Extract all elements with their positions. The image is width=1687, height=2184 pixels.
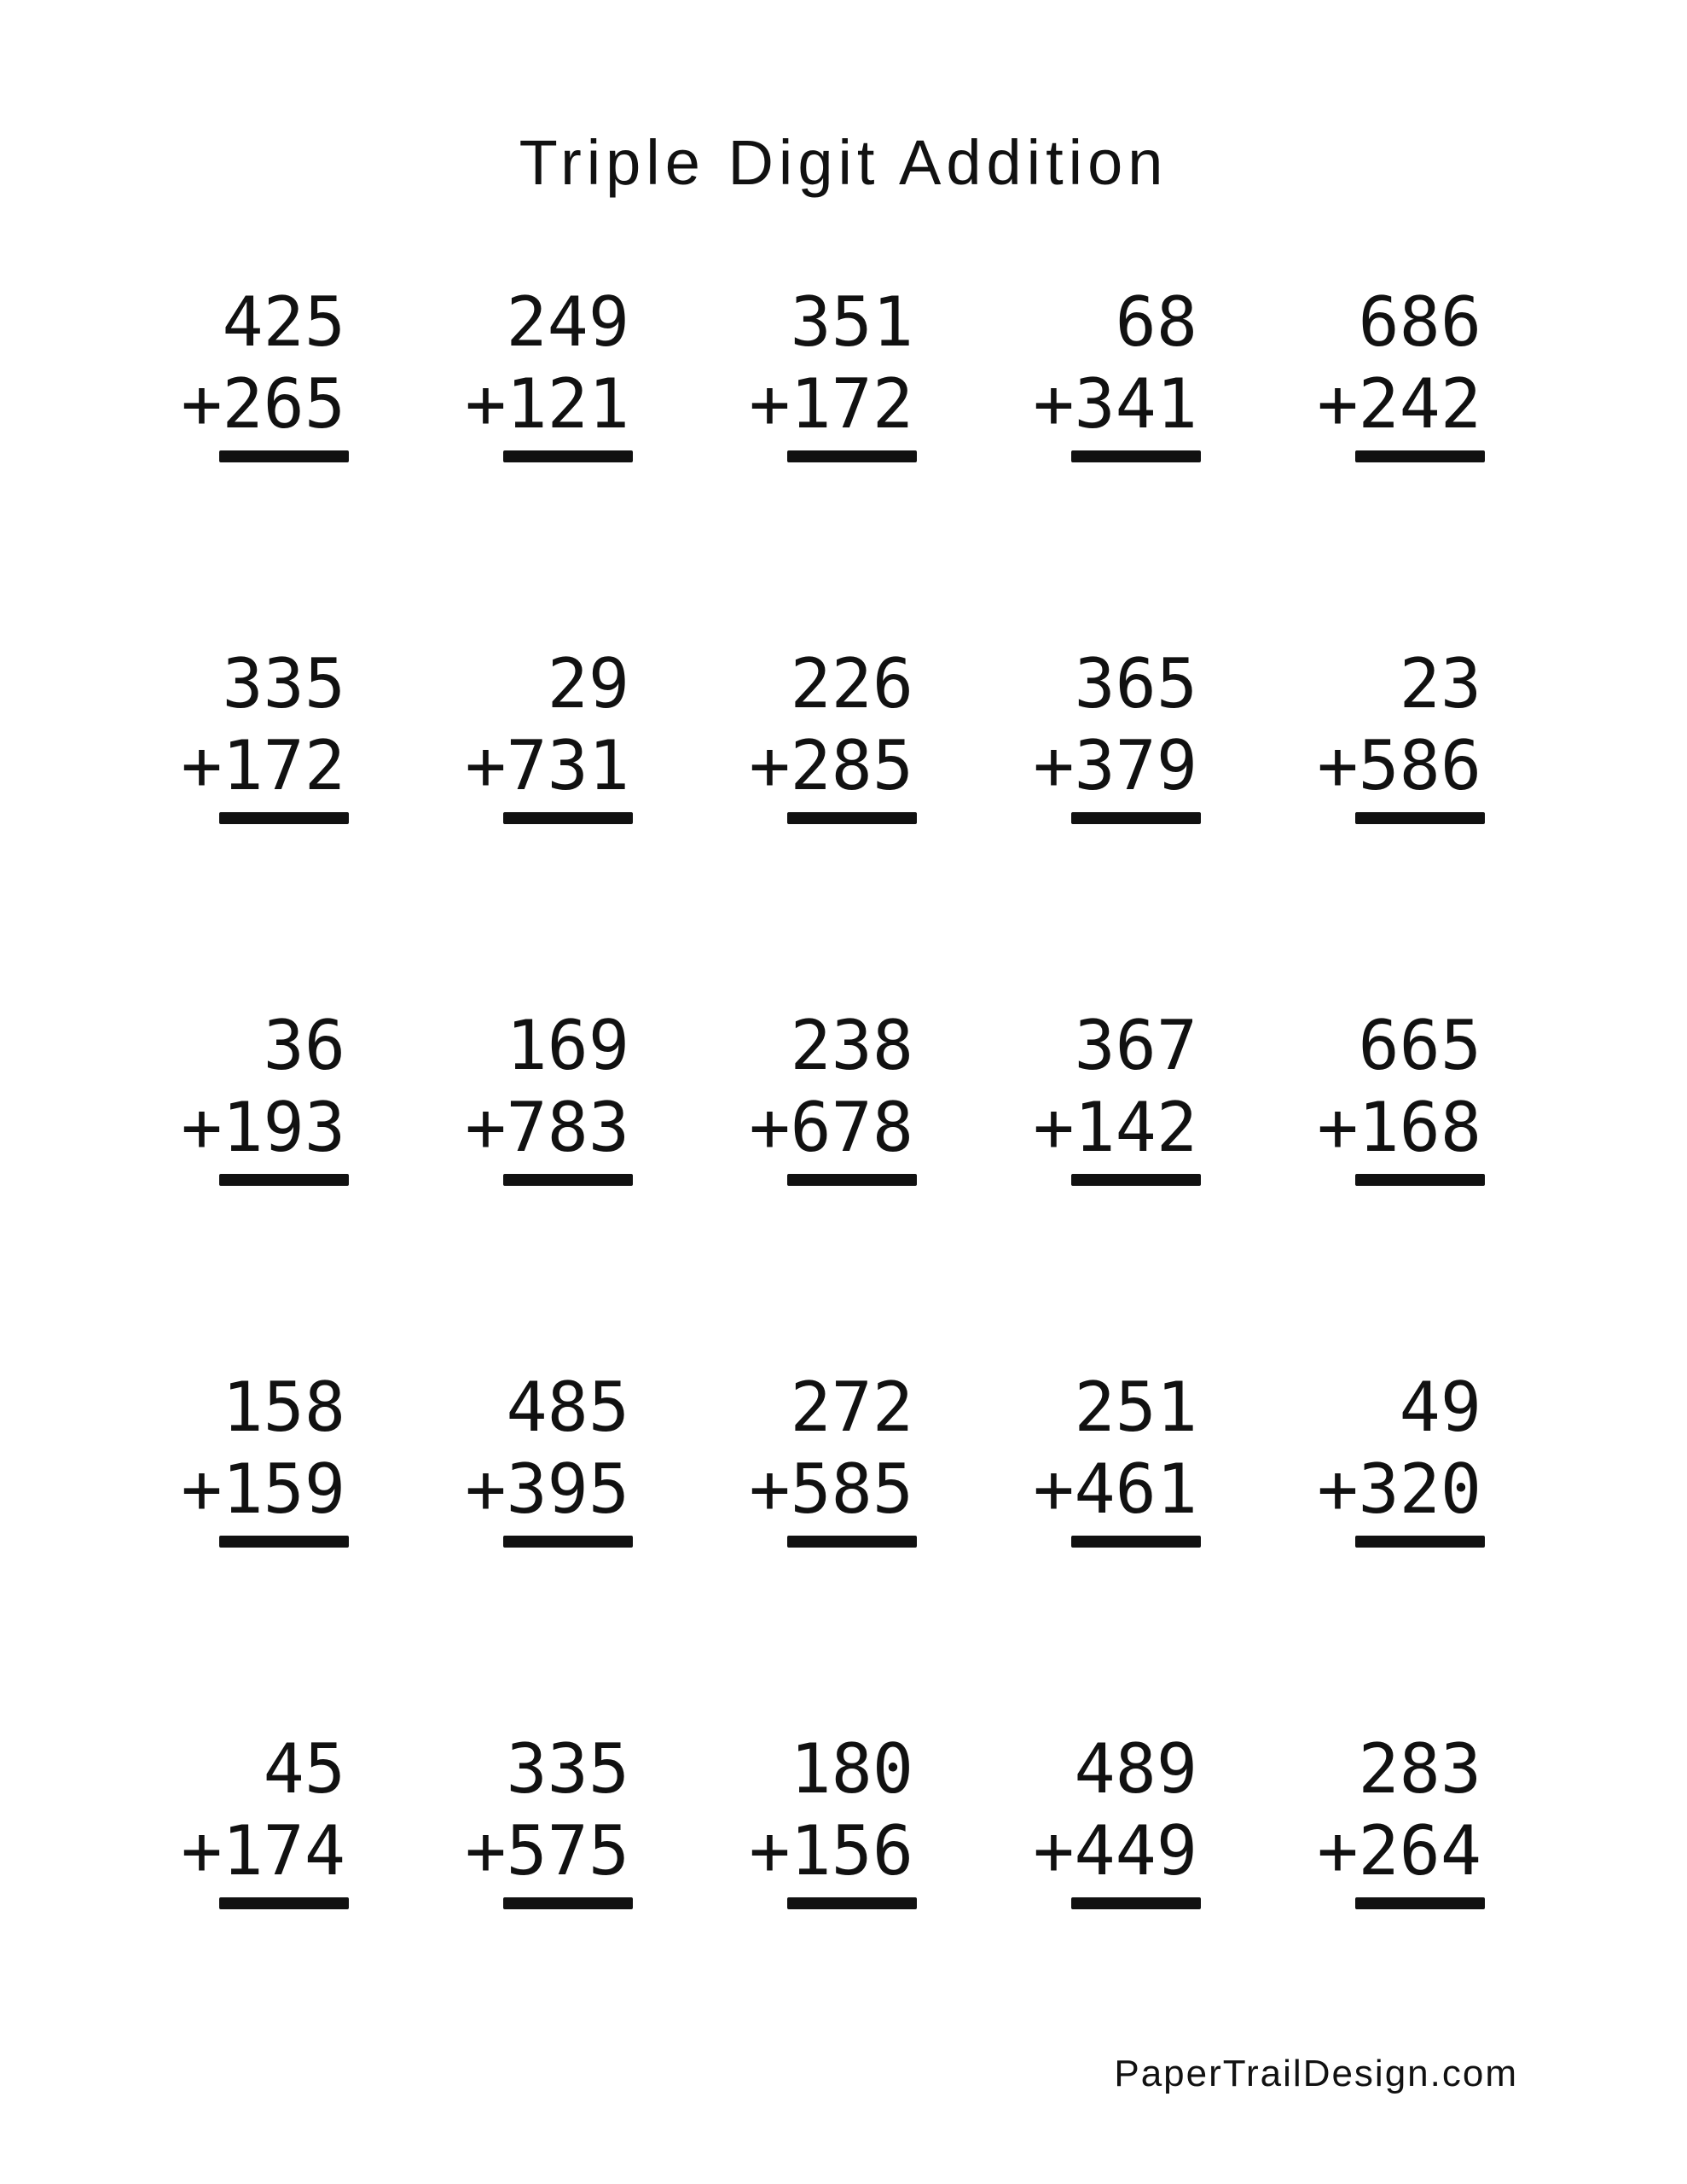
top-addend: 29 [547, 644, 629, 723]
addition-problem [629, 282, 913, 643]
top-addend: 665 [1358, 1006, 1481, 1085]
top-addend: 489 [1074, 1729, 1197, 1809]
bottom-addend-row [181, 1087, 345, 1169]
answer-line [787, 812, 917, 824]
bottom-addend: 585 [790, 1449, 913, 1529]
bottom-addend: 678 [790, 1088, 913, 1167]
answer-line [1071, 1174, 1201, 1186]
bottom-addend-row [465, 725, 629, 807]
bottom-addend: 575 [506, 1811, 629, 1891]
top-addend: 272 [790, 1368, 913, 1447]
bottom-addend-row [465, 1449, 629, 1531]
bottom-addend: 264 [1358, 1811, 1481, 1891]
plus-sign: + [465, 1088, 507, 1167]
plus-sign: + [1317, 1449, 1359, 1529]
addition-problem [1197, 1005, 1481, 1367]
answer-line [219, 812, 349, 824]
addition-problem [913, 1728, 1197, 2090]
answer-line [787, 1174, 917, 1186]
top-addend: 68 [1115, 282, 1197, 362]
answer-line [219, 450, 349, 462]
top-addend: 180 [790, 1729, 913, 1809]
bottom-addend: 172 [790, 364, 913, 444]
bottom-addend-row [465, 1810, 629, 1892]
answer-line [503, 1174, 633, 1186]
plus-sign: + [1033, 1088, 1075, 1167]
bottom-addend-row [181, 363, 345, 445]
answer-line [219, 1536, 349, 1548]
answer-line [503, 1536, 633, 1548]
top-addend: 365 [1074, 644, 1197, 723]
answer-line [1071, 1897, 1201, 1909]
answer-line [1071, 812, 1201, 824]
bottom-addend-row [181, 1810, 345, 1892]
bottom-addend-row [181, 725, 345, 807]
top-addend: 158 [222, 1368, 345, 1447]
addition-problem [61, 1005, 345, 1367]
bottom-addend: 285 [790, 726, 913, 805]
page-title: Triple Digit Addition [519, 127, 1168, 198]
answer-line [503, 1897, 633, 1909]
plus-sign: + [181, 1088, 223, 1167]
addition-problem [629, 1728, 913, 2090]
bottom-addend: 341 [1074, 364, 1197, 444]
addition-problem [1197, 1367, 1481, 1728]
plus-sign: + [749, 1088, 791, 1167]
problems-grid [61, 282, 1481, 2090]
addition-problem [913, 643, 1197, 1005]
plus-sign: + [1317, 726, 1359, 805]
bottom-addend: 142 [1074, 1088, 1197, 1167]
plus-sign: + [181, 1449, 223, 1529]
top-addend: 686 [1358, 282, 1481, 362]
bottom-addend: 395 [506, 1449, 629, 1529]
plus-sign: + [749, 726, 791, 805]
addition-problem [345, 1005, 629, 1367]
bottom-addend-row [465, 1087, 629, 1169]
top-addend: 251 [1074, 1368, 1197, 1447]
addition-problem [61, 643, 345, 1005]
top-addend: 169 [506, 1006, 629, 1085]
bottom-addend-row [1317, 725, 1481, 807]
bottom-addend-row [749, 1087, 913, 1169]
top-addend: 367 [1074, 1006, 1197, 1085]
bottom-addend-row [749, 363, 913, 445]
top-addend: 283 [1358, 1729, 1481, 1809]
plus-sign: + [749, 1811, 791, 1891]
top-addend: 335 [222, 644, 345, 723]
answer-line [219, 1174, 349, 1186]
answer-line [787, 1897, 917, 1909]
top-addend: 485 [506, 1368, 629, 1447]
answer-line [219, 1897, 349, 1909]
bottom-addend-row [749, 1449, 913, 1531]
answer-line [1355, 1536, 1485, 1548]
bottom-addend: 193 [222, 1088, 345, 1167]
plus-sign: + [465, 364, 507, 444]
plus-sign: + [1033, 364, 1075, 444]
addition-problem [61, 1728, 345, 2090]
answer-line [787, 1536, 917, 1548]
bottom-addend: 461 [1074, 1449, 1197, 1529]
bottom-addend-row [1033, 725, 1197, 807]
plus-sign: + [1033, 1449, 1075, 1529]
bottom-addend-row [1317, 1087, 1481, 1169]
top-addend: 425 [222, 282, 345, 362]
plus-sign: + [749, 1449, 791, 1529]
top-addend: 36 [263, 1006, 345, 1085]
bottom-addend-row [749, 1810, 913, 1892]
plus-sign: + [465, 1811, 507, 1891]
plus-sign: + [465, 1449, 507, 1529]
top-addend: 45 [263, 1729, 345, 1809]
bottom-addend-row [181, 1449, 345, 1531]
addition-problem [629, 643, 913, 1005]
plus-sign: + [1033, 1811, 1075, 1891]
top-addend: 49 [1399, 1368, 1481, 1447]
addition-problem [1197, 1728, 1481, 2090]
answer-line [503, 812, 633, 824]
addition-problem [629, 1367, 913, 1728]
bottom-addend: 320 [1358, 1449, 1481, 1529]
addition-problem [913, 1367, 1197, 1728]
bottom-addend: 159 [222, 1449, 345, 1529]
bottom-addend: 783 [506, 1088, 629, 1167]
bottom-addend: 449 [1074, 1811, 1197, 1891]
top-addend: 23 [1399, 644, 1481, 723]
answer-line [787, 450, 917, 462]
top-addend: 249 [506, 282, 629, 362]
addition-problem [345, 282, 629, 643]
bottom-addend: 379 [1074, 726, 1197, 805]
answer-line [1355, 1174, 1485, 1186]
bottom-addend-row [1317, 363, 1481, 445]
addition-problem [629, 1005, 913, 1367]
bottom-addend-row [465, 363, 629, 445]
bottom-addend-row [1033, 1810, 1197, 1892]
bottom-addend: 172 [222, 726, 345, 805]
plus-sign: + [1317, 1088, 1359, 1167]
addition-problem [61, 1367, 345, 1728]
bottom-addend: 265 [222, 364, 345, 444]
bottom-addend: 174 [222, 1811, 345, 1891]
bottom-addend-row [749, 725, 913, 807]
answer-line [1071, 1536, 1201, 1548]
plus-sign: + [465, 726, 507, 805]
top-addend: 351 [790, 282, 913, 362]
bottom-addend-row [1033, 363, 1197, 445]
bottom-addend: 156 [790, 1811, 913, 1891]
answer-line [1355, 812, 1485, 824]
top-addend: 335 [506, 1729, 629, 1809]
addition-problem [1197, 643, 1481, 1005]
footer-credit: PaperTrailDesign.com [1114, 2053, 1518, 2094]
bottom-addend: 731 [506, 726, 629, 805]
plus-sign: + [1033, 726, 1075, 805]
top-addend: 226 [790, 644, 913, 723]
top-addend: 238 [790, 1006, 913, 1085]
bottom-addend-row [1033, 1087, 1197, 1169]
bottom-addend: 168 [1358, 1088, 1481, 1167]
answer-line [1355, 450, 1485, 462]
bottom-addend-row [1033, 1449, 1197, 1531]
addition-problem [913, 1005, 1197, 1367]
bottom-addend: 242 [1358, 364, 1481, 444]
plus-sign: + [749, 364, 791, 444]
bottom-addend-row [1317, 1810, 1481, 1892]
bottom-addend-row [1317, 1449, 1481, 1531]
addition-problem [1197, 282, 1481, 643]
plus-sign: + [181, 1811, 223, 1891]
bottom-addend: 121 [506, 364, 629, 444]
addition-problem [345, 1367, 629, 1728]
addition-problem [345, 643, 629, 1005]
addition-problem [913, 282, 1197, 643]
answer-line [503, 450, 633, 462]
plus-sign: + [181, 726, 223, 805]
answer-line [1071, 450, 1201, 462]
plus-sign: + [1317, 1811, 1359, 1891]
plus-sign: + [1317, 364, 1359, 444]
addition-problem [61, 282, 345, 643]
bottom-addend: 586 [1358, 726, 1481, 805]
plus-sign: + [181, 364, 223, 444]
answer-line [1355, 1897, 1485, 1909]
addition-problem [345, 1728, 629, 2090]
